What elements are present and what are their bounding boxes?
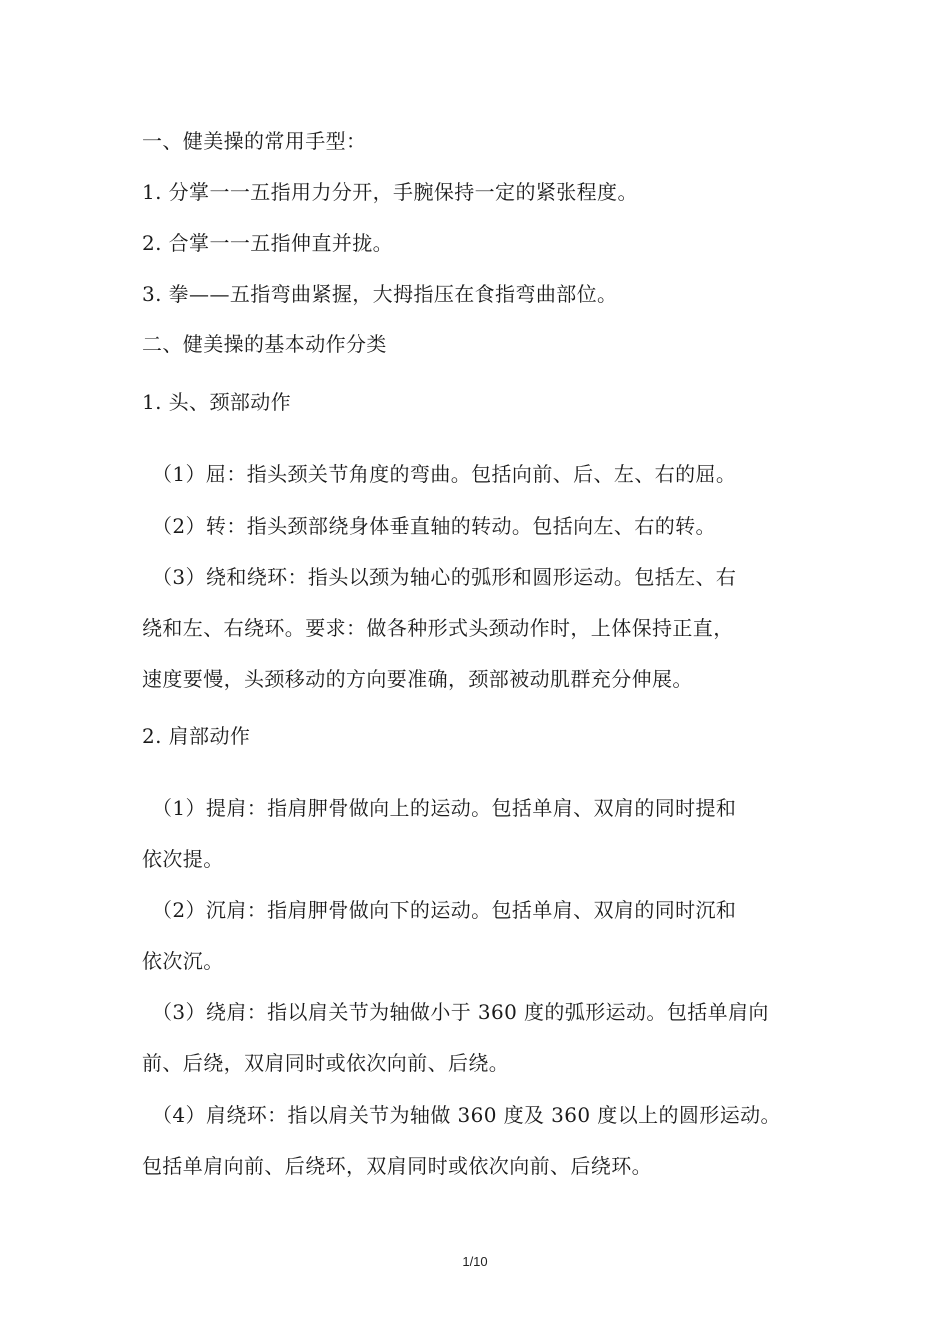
- page-number: 1/10: [462, 1254, 488, 1269]
- subsection-heading: 2. 肩部动作: [142, 724, 251, 748]
- paragraph-line: 前、后绕，双肩同时或依次向前、后绕。: [142, 1051, 510, 1075]
- paragraph-line: （3）绕和绕环：指头以颈为轴心的弧形和圆形运动。包括左、右: [152, 565, 737, 589]
- subsection-heading: 1. 头、颈部动作: [142, 390, 292, 414]
- paragraph-line: （1）屈：指头颈关节角度的弯曲。包括向前、后、左、右的屈。: [152, 462, 737, 486]
- paragraph-line: 1. 分掌一一五指用力分开，手腕保持一定的紧张程度。: [142, 180, 638, 204]
- paragraph-line: 3. 拳——五指弯曲紧握，大拇指压在食指弯曲部位。: [142, 282, 618, 306]
- paragraph-line: 2. 合掌一一五指伸直并拢。: [142, 231, 394, 255]
- paragraph-line: 依次沉。: [142, 949, 224, 973]
- paragraph-line: （2）转：指头颈部绕身体垂直轴的转动。包括向左、右的转。: [152, 514, 716, 538]
- paragraph-line: （1）提肩：指肩胛骨做向上的运动。包括单肩、双肩的同时提和: [152, 796, 737, 820]
- paragraph-line: 绕和左、右绕环。要求：做各种形式头颈动作时，上体保持正直，: [142, 616, 734, 640]
- paragraph-line: （4）肩绕环：指以肩关节为轴做 360 度及 360 度以上的圆形运动。: [152, 1103, 781, 1127]
- paragraph-line: 依次提。: [142, 847, 224, 871]
- paragraph-line: （3）绕肩：指以肩关节为轴做小于 360 度的弧形运动。包括单肩向: [152, 1000, 769, 1024]
- paragraph-line: （2）沉肩：指肩胛骨做向下的运动。包括单肩、双肩的同时沉和: [152, 898, 737, 922]
- paragraph-line: 包括单肩向前、后绕环，双肩同时或依次向前、后绕环。: [142, 1154, 652, 1178]
- section-heading: 一、健美操的常用手型：: [142, 129, 367, 153]
- section-heading: 二、健美操的基本动作分类: [142, 332, 387, 356]
- paragraph-line: 速度要慢，头颈移动的方向要准确，颈部被动肌群充分伸展。: [142, 667, 693, 691]
